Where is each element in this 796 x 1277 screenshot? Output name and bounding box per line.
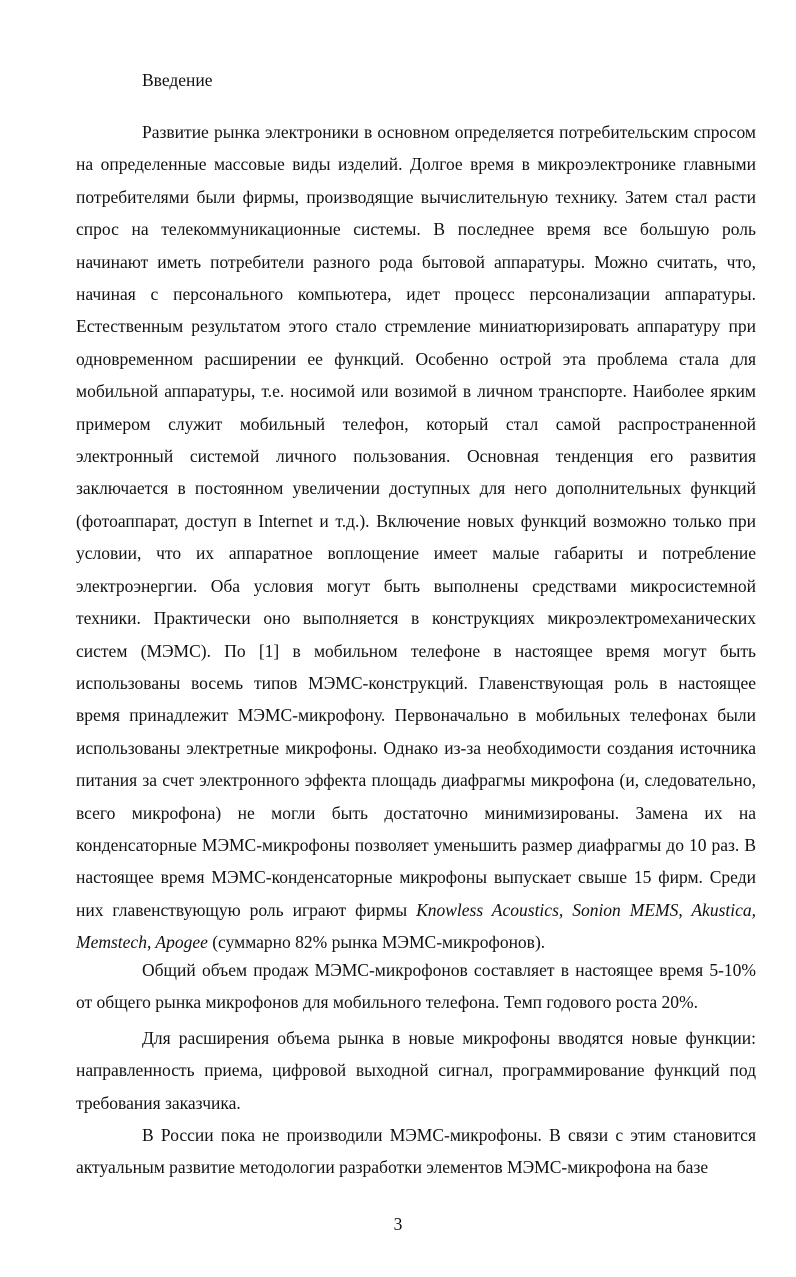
paragraph-3 bbox=[76, 1022, 756, 1119]
page-number: 3 bbox=[393, 1214, 403, 1234]
paragraph-4-text: В России пока не производили МЭМС-микрофоны. В связи с этим становится актуальным развитие методологии разработки элементов МЭМС-микрофона на базе bbox=[76, 1125, 756, 1178]
paragraph-1-text-a: Развитие рынка электроники в основном определяется потребительским спросом на определенные массовые виды изделий. Долгое время в микроэлектронике главными потребителями были фирмы, производящие вычислительную технику. Затем стал расти спрос на телекоммуникационные системы. В последнее время все большую роль начинают иметь потребители разного рода бытовой аппаратуры. Можно считать, что, начиная с персонального компьютера, идет процесс персонализации аппаратуры. Естественным результатом этого стало стремление миниатюризировать аппаратуру при одновременном расширении ее функций. Особенно острой эта проблема стала для мобильной аппаратуры, т.е. носимой или возимой в личном транспорте. Наиболее ярким примером служит мобильный телефон, который стал самой распространенной электронный системой личного пользования. Основная тенденция его развития заключается в постоянном увеличении доступных для него дополнительных функций (фотоаппарат, доступ в Internet и т.д.). Включение новых функций возможно только при условии, что их аппаратное воплощение имеет малые габариты и потребление электроэнергии. Оба условия могут быть выполнены средствами микросистемной техники. Практически оно выполняется в конструкциях микроэлектромеханических систем (МЭМС). По [1] в мобильном телефоне в настоящее время могут быть использованы восемь типов МЭМС-конструкций. Главенствующая роль в настоящее время принадлежит МЭМС-микрофону. Первоначально в мобильных телефонах были использованы электретные микрофоны. Однако из-за необходимости создания источника питания за счет электронного эффекта площадь диафрагмы микрофона (и, следовательно, всего микрофона) не могли быть достаточно минимизированы. Замена их на конденсаторные МЭМС-микрофоны позволяет уменьшить размер диафрагмы до 10 раз. В настоящее время МЭМС-конденсаторные микрофоны выпускает свыше 15 фирм. Среди них главенствующую роль играют фирмы bbox=[76, 122, 756, 920]
paragraph-1 bbox=[76, 116, 756, 959]
paragraph-1-text-b: (суммарно 82% рынка МЭМС-микрофонов). bbox=[207, 932, 546, 953]
paragraph-2-text: Общий объем продаж МЭМС-микрофонов составляет в настоящее время 5-10% от общего рынка микрофонов для мобильного телефона. Темп годового роста 20%. bbox=[76, 960, 756, 1013]
section-heading: Введение bbox=[142, 70, 213, 90]
company-names: Knowless Acoustics, Sonion MEMS, Akustica, Memstech, Apogee bbox=[76, 899, 756, 953]
paragraph-2 bbox=[76, 954, 756, 1019]
paragraph-4 bbox=[76, 1119, 756, 1184]
paragraph-3-text: Для расширения объема рынка в новые микрофоны вводятся новые функции: направленность приема, цифровой выходной сигнал, программирование функций под требования заказчика. bbox=[76, 1028, 756, 1113]
